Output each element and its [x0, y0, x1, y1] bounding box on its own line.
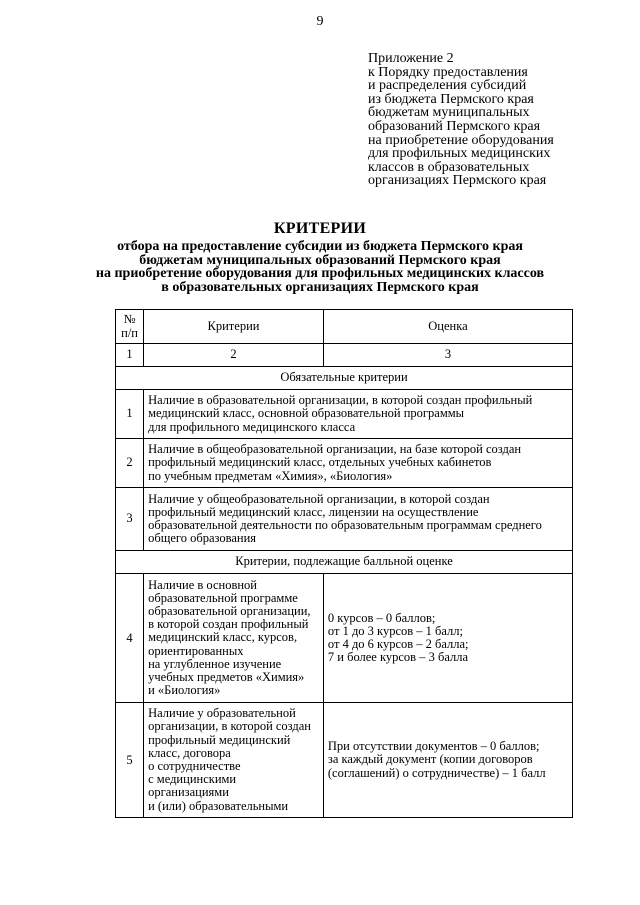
subtitle-line: на приобретение оборудования для профильных медицинских классов — [95, 266, 545, 282]
row-evaluation: 0 курсов – 0 баллов; от 1 до 3 курсов – 1 балл; от 4 до 6 курсов – 2 балла; 7 и более курсов – 3 балла — [323, 574, 572, 703]
table-row — [116, 439, 573, 488]
column-number: 1 — [116, 344, 144, 367]
appendix-line: бюджетам муниципальных — [368, 105, 530, 121]
row-number: 1 — [116, 390, 144, 439]
row-number: 4 — [116, 574, 144, 703]
column-number: 2 — [144, 344, 324, 367]
header-criteria: Критерии — [144, 310, 324, 344]
table-row — [116, 488, 573, 551]
section-mandatory-label: Обязательные критерии — [116, 367, 573, 390]
criteria-table — [115, 309, 573, 818]
header-evaluation: Оценка — [323, 310, 572, 344]
row-criteria: Наличие в образовательной организации, в которой создан профильный медицинский класс, основной образовательной программы для профильного медицинского класса — [144, 390, 573, 439]
document-title: КРИТЕРИИ — [273, 220, 367, 237]
row-number: 2 — [116, 439, 144, 488]
header-num: № п/п — [116, 310, 144, 344]
appendix-line: на приобретение оборудования — [368, 132, 554, 148]
appendix-line: к Порядку предоставления — [368, 64, 528, 80]
page-number: 9 — [316, 14, 324, 29]
row-criteria: Наличие в основной образовательной программе образовательной организации, в которой создан профильный медицинский класс, курсов, ориентированных на углубленное изучение учебных предметов «Химия» и «Биология» — [144, 574, 324, 703]
row-number: 3 — [116, 488, 144, 551]
appendix-line: из бюджета Пермского края — [368, 91, 534, 107]
appendix-line: классов в образовательных — [368, 159, 530, 175]
subtitle-line: в образовательных организациях Пермского края — [161, 279, 479, 295]
row-evaluation: При отсутствии документов – 0 баллов; за каждый документ (копии договоров (соглашений) о сотрудничестве) – 1 балл — [323, 703, 572, 818]
appendix-line: образований Пермского края — [368, 118, 541, 134]
column-number-row — [116, 344, 573, 367]
row-number: 5 — [116, 703, 144, 818]
row-criteria: Наличие у общеобразовательной организации, в которой создан профильный медицинский класс, лицензии на осуществление образовательной деятельности по образовательным программам среднего общего образования — [144, 488, 573, 551]
column-number: 3 — [323, 344, 572, 367]
row-criteria: Наличие у образовательной организации, в которой создан профильный медицинский класс, договора о сотрудничестве с медицинскими организациями и (или) образовательными — [144, 703, 324, 818]
appendix-line: для профильных медицинских — [368, 146, 551, 162]
section-scored-label: Критерии, подлежащие балльной оценке — [116, 551, 573, 574]
table-row — [116, 574, 573, 703]
appendix-note — [368, 52, 618, 188]
table-row — [116, 390, 573, 439]
section-scored-row — [116, 551, 573, 574]
table-row — [116, 703, 573, 818]
subtitle-line: отбора на предоставление субсидии из бюджета Пермского края — [117, 239, 523, 254]
document-subtitle — [0, 240, 640, 294]
table-header-row — [116, 310, 573, 344]
appendix-line: организациях Пермского края — [368, 173, 547, 189]
appendix-line: и распределения субсидий — [368, 78, 527, 94]
appendix-line: Приложение 2 — [368, 51, 454, 66]
subtitle-line: бюджетам муниципальных образований Пермского края — [139, 252, 501, 268]
row-criteria: Наличие в общеобразовательной организации, на базе которой создан профильный медицинский класс, отдельных учебных кабинетов по учебным предметам «Химия», «Биология» — [144, 439, 573, 488]
section-mandatory-row — [116, 367, 573, 390]
